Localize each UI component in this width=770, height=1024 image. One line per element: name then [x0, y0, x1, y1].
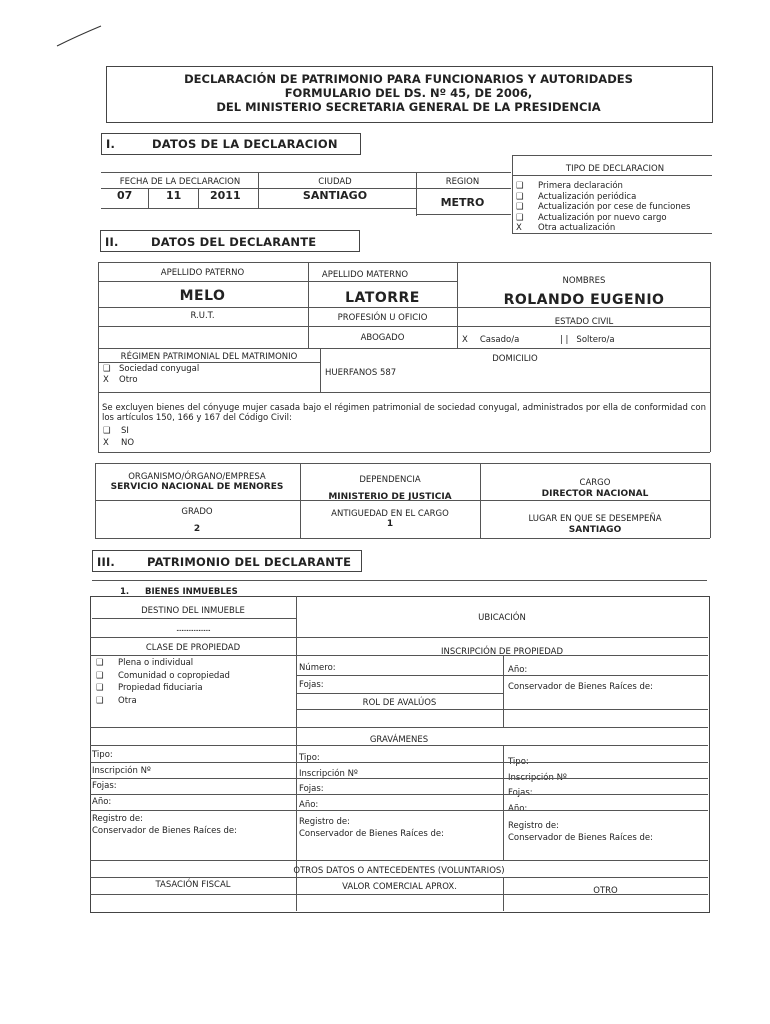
- tipo-declaracion-list: [516, 181, 690, 234]
- section-1-title: DATOS DE LA DECLARACION: [152, 137, 338, 151]
- antiguedad-value: 1: [386, 519, 394, 529]
- inscripcion-label: INSCRIPCIÓN DE PROPIEDAD: [440, 647, 564, 657]
- si-mark: ❑: [103, 426, 111, 436]
- inscripcion-conservador-label: Conservador de Bienes Raíces de:: [508, 682, 654, 692]
- fecha-label: FECHA DE LA DECLARACION: [119, 177, 241, 187]
- grado-value: 2: [193, 524, 201, 534]
- gravamenes-label: GRAVÁMENES: [369, 735, 429, 745]
- apellido-materno-value: LATORRE: [345, 290, 420, 306]
- excluyen-text: Se excluyen bienes del cónyuge mujer casada bajo el régimen patrimonial de sociedad conyugal, administrados por ella de conformidad con los artículos 150, 166 y 167 del Código Civil:: [102, 403, 706, 423]
- regimen-label: RÉGIMEN PATRIMONIAL DEL MATRIMONIO: [120, 352, 298, 362]
- apellido-paterno-label: APELLIDO PATERNO: [160, 268, 245, 278]
- header-line-3: DEL MINISTERIO SECRETARIA GENERAL DE LA PRESIDENCIA: [216, 100, 601, 114]
- section-3-number: III.: [97, 555, 116, 569]
- grado-label: GRADO: [181, 507, 213, 517]
- destino-label: DESTINO DEL INMUEBLE: [141, 606, 245, 616]
- estado-civil-options: [462, 335, 615, 345]
- organismo-label: ORGANISMO/ÓRGANO/EMPRESA: [128, 472, 266, 482]
- section-2-title: DATOS DEL DECLARANTE: [151, 235, 317, 249]
- pen-mark: [55, 22, 105, 50]
- destino-value: ....................: [175, 624, 211, 634]
- fecha-mes: 11: [166, 189, 182, 202]
- tasacion-label: TASACIÓN FISCAL: [155, 880, 231, 890]
- cargo-value: DIRECTOR NACIONAL: [541, 489, 649, 499]
- fojas-label: Fojas:: [299, 680, 324, 690]
- apellido-materno-label: APELLIDO MATERNO: [321, 270, 409, 280]
- otros-datos-label: OTROS DATOS O ANTECEDENTES (VOLUNTARIOS): [293, 866, 505, 876]
- numero-label: Número:: [299, 663, 336, 673]
- dependencia-label: DEPENDENCIA: [359, 475, 421, 485]
- rol-avaluos-label: ROL DE AVALÚOS: [362, 698, 437, 708]
- tipo-option: ❑ Actualización por cese de funciones: [516, 202, 691, 212]
- profesion-value: ABOGADO: [360, 333, 405, 343]
- tipo-option: ❑ Actualización por nuevo cargo: [516, 212, 667, 223]
- tipo-option: ❑ Primera declaración: [516, 181, 623, 191]
- region-value: METRO: [440, 196, 485, 209]
- domicilio-label: DOMICILIO: [492, 354, 538, 364]
- apellido-paterno-value: MELO: [179, 288, 226, 304]
- lugar-value: SANTIAGO: [568, 525, 622, 535]
- ciudad-label: CIUDAD: [318, 177, 352, 187]
- ciudad-value: SANTIAGO: [302, 189, 368, 202]
- lugar-label: LUGAR EN QUE SE DESEMPEÑA: [528, 514, 662, 524]
- antiguedad-label: ANTIGUEDAD EN EL CARGO: [331, 509, 449, 519]
- organismo-value: SERVICIO NACIONAL DE MENORES: [110, 482, 284, 492]
- gravamen-col-1: Tipo: Inscripción Nº Fojas: Año: Registro de: Conservador de Bienes Raíces de:: [92, 750, 238, 836]
- tipo-declaracion-label: TIPO DE DECLARACION: [565, 164, 665, 174]
- fecha-anio: 2011: [210, 189, 241, 202]
- no-mark: X: [103, 438, 109, 448]
- nombres-value: ROLANDO EUGENIO: [503, 292, 665, 308]
- clase-options: ❑ Plena o individual ❑ Comunidad o copropiedad ❑ Propiedad fiduciaria ❑ Otra: [96, 658, 230, 706]
- rut-label: R.U.T.: [190, 311, 215, 321]
- soltero-label: Soltero/a: [576, 335, 615, 345]
- estado-civil-label: ESTADO CIVIL: [554, 317, 614, 327]
- valor-comercial-label: VALOR COMERCIAL APROX.: [342, 882, 457, 892]
- casado-label: Casado/a: [479, 335, 520, 345]
- inscripcion-anio-label: Año:: [508, 665, 528, 675]
- tipo-option: X Otra actualización: [516, 223, 616, 233]
- region-label: REGION: [445, 177, 480, 187]
- otro-label: OTRO: [593, 886, 618, 896]
- regimen-options: ❑ Sociedad conyugal X Otro: [103, 364, 200, 385]
- excluyen-options: ❑ SI X NO: [103, 426, 135, 448]
- soltero-mark: | |: [559, 335, 569, 345]
- header-line-1: DECLARACIÓN DE PATRIMONIO PARA FUNCIONARIOS Y AUTORIDADES: [184, 72, 633, 86]
- header-line-2: FORMULARIO DEL DS. Nº 45, DE 2006,: [284, 86, 533, 100]
- cargo-label: CARGO: [579, 478, 611, 488]
- section-1-number: I.: [106, 137, 116, 151]
- tipo-option: ❑ Actualización periódica: [516, 191, 637, 202]
- clase-label: CLASE DE PROPIEDAD: [145, 643, 241, 653]
- ubicacion-label: UBICACIÓN: [478, 613, 526, 623]
- domicilio-value: HUERFANOS 587: [325, 368, 397, 378]
- dependencia-value: MINISTERIO DE JUSTICIA: [328, 492, 452, 502]
- nombres-label: NOMBRES: [562, 276, 606, 286]
- subsection-1-number: 1.: [120, 587, 130, 597]
- profesion-label: PROFESIÓN U OFICIO: [337, 313, 428, 323]
- casado-mark: X: [462, 335, 468, 345]
- section-2-number: II.: [105, 235, 119, 249]
- subsection-1-title: BIENES INMUEBLES: [145, 587, 238, 597]
- gravamen-col-3: Tipo: Inscripción Nº Fojas: Año: Registro de: Conservador de Bienes Raíces de:: [508, 757, 654, 843]
- gravamen-col-2: Tipo: Inscripción Nº Fojas: Año: Registro de: Conservador de Bienes Raíces de:: [299, 753, 445, 839]
- fecha-dia: 07: [117, 189, 133, 202]
- section-3-title: PATRIMONIO DEL DECLARANTE: [147, 555, 352, 569]
